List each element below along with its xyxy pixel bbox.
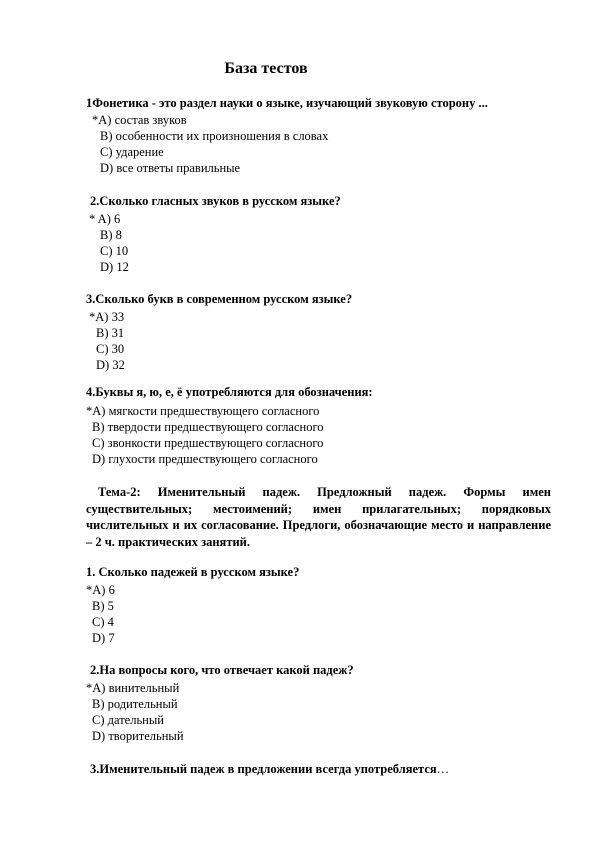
q2-option-d: D) 12	[100, 260, 129, 274]
q2-option-a: * A) 6	[89, 212, 121, 226]
q6-option-c: C) дательный	[92, 713, 164, 727]
q5-option-a: *A) 6	[86, 583, 115, 597]
question-1: 1Фонетика - это раздел науки о языке, изучающий звуковую сторону ...	[86, 96, 488, 110]
q5-option-c: C) 4	[92, 615, 114, 629]
q3-option-c: C) 30	[96, 342, 125, 356]
q2-option-b: B) 8	[100, 228, 122, 242]
q1-option-c: C) ударение	[100, 145, 164, 159]
q1-option-a: *A) состав звуков	[92, 113, 187, 127]
q5-option-b: B) 5	[92, 599, 114, 613]
q4-option-a: *A) мягкости предшествующего согласного	[86, 404, 320, 418]
question-7-ellipsis: …	[436, 762, 450, 776]
q4-option-d: D) глухости предшествующего согласного	[92, 452, 318, 466]
q6-option-b: B) родительный	[92, 697, 178, 711]
q6-option-a: *A) винительный	[86, 681, 180, 695]
q1-option-b: B) особенности их произношения в словах	[100, 129, 329, 143]
q4-option-c: C) звонкости предшествующего согласного	[92, 436, 324, 450]
q6-option-d: D) творительный	[92, 729, 184, 743]
question-2: 2.Сколько гласных звуков в русском языке?	[90, 194, 341, 208]
q3-option-b: B) 31	[96, 326, 125, 340]
question-7-text: 3.Именительный падеж в предложении всегда употребляется	[90, 762, 437, 776]
q3-option-d: D) 32	[96, 358, 125, 372]
topic-heading	[86, 484, 551, 550]
page-title: База тестов	[224, 60, 308, 77]
question-3: 3.Сколько букв в современном русском языке?	[86, 292, 353, 306]
question-7	[90, 762, 449, 777]
q2-option-c: C) 10	[100, 244, 129, 258]
q5-option-d: D) 7	[92, 631, 115, 645]
question-6: 2.На вопросы кого, что отвечает какой падеж?	[90, 663, 354, 677]
q4-option-b: B) твердости предшествующего согласного	[92, 420, 324, 434]
topic-heading-text: Тема-2: Именительный падеж. Предложный падеж. Формы имен существительных; местоимений; имен прилагательных; порядковых числительных и их согласование. Предлоги, обозначающие место и направление – 2 ч. практических занятий.	[86, 485, 551, 549]
question-5: 1. Сколько падежей в русском языке?	[86, 565, 300, 579]
q1-option-d: D) все ответы правильные	[100, 161, 241, 175]
q3-option-a: *A) 33	[89, 310, 125, 324]
question-4: 4.Буквы я, ю, е, ё употребляются для обозначения:	[86, 385, 373, 399]
